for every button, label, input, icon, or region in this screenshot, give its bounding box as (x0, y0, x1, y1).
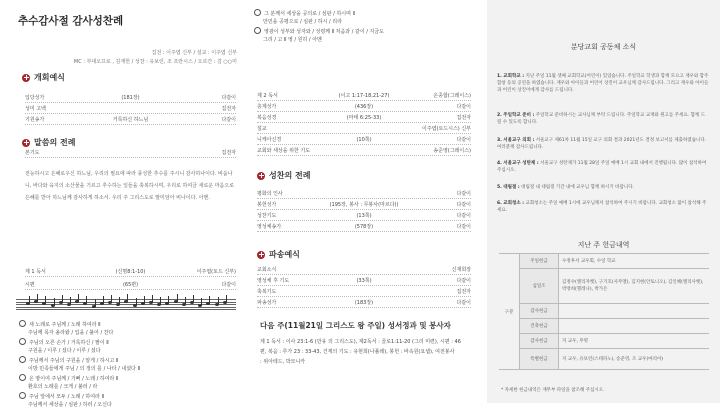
order-row-collect: 본기도 집전자 (25, 150, 236, 156)
next-week-readings: 편, 복음 : 루가 23 : 33-43, 건재의 기도 : 유현희(나폴레), 봉헌 : 바속원(요셉), 여전봉사 (260, 349, 455, 355)
circle-marker-icon (19, 374, 26, 381)
cross-icon (22, 74, 30, 82)
order-row: 봉헌성가 (195장, 봉사 : 무봉사(마르다)) 다같이 (257, 202, 471, 208)
order-row: 층계성가 (436장) 다같이 (257, 104, 471, 110)
next-week-title: 다음 주(11월21일 그리스도 왕 주일) 성서정과 및 봉사자 (260, 321, 451, 330)
offering-donors (559, 319, 710, 334)
offering-kind: 감사헌금 (520, 304, 559, 319)
order-row: 입당성가 (181장) 다같이 (25, 95, 236, 101)
circle-marker-icon (254, 9, 261, 16)
order-row: 제 2 독서 (이고 1:17-18,21-27) 온종합(그레이스) (257, 93, 471, 99)
offering-donors: 지 교우, 무명 (559, 334, 710, 349)
psalm-verse: 온 땅이여 주님께 / 기뻐 / 노래 / 하여라 Ⅱ (19, 374, 118, 384)
order-row: 영성체 후 기도 (33쪽) 다같이 (257, 278, 471, 284)
news-item: 4. 서울교구 성탄제 : 서울교구 성탄제가 11월 28일 주일 예배 1시 교회 내에서 진행됩니다. 많이 참석하여 주십시오. (497, 161, 707, 173)
offering-donors: 지 교우, 유보런(스테파노), 송준영, 조 교우(마리아) (559, 349, 710, 370)
section-word: 말씀의 전례 (22, 137, 75, 148)
officiants-line: 집전 : 이주엽 신부 / 설교 : 이주엽 신부 (151, 50, 237, 56)
circle-marker-icon (19, 392, 26, 399)
order-row: 영성체송가 (578장) 다같이 (257, 224, 471, 230)
order-row: 교회소식 신재희장 (257, 267, 471, 273)
psalm-verse: 새 노래로 주님께 / 노래 하여라 Ⅱ (19, 320, 101, 330)
psalm-verse: 그리 / 고 Ⅱ 영 / 원히 / 아멘 (263, 37, 322, 43)
offering-donors (559, 304, 710, 319)
psalm-verse: 주님 앞에서 모두 / 노래 / 하여라 Ⅱ (19, 392, 104, 402)
order-row: 니케아신경 (10쪽) 다같이 (257, 137, 471, 143)
page-title: 추수감사절 감사성찬례 (18, 15, 124, 27)
news-title: 분당교회 공동체 소식 (570, 43, 637, 51)
circle-marker-icon (19, 356, 26, 363)
offering-donors: 김정수(엘리자벳), 구기호(사무엘), 김지현(안토니오), 김인혜(엘리사벳), 박영희(헬레나), 박가온 (559, 269, 710, 304)
circle-marker-icon (19, 320, 26, 327)
order-row: 성미 고백 집전자 (25, 106, 236, 112)
offering-footnote: * 자세한 헌금내역은 재무부 파일을 참조해 주십시오. (501, 388, 605, 393)
psalm-verse: 주님의 오른 손가 / 거룩하신 / 팔이 Ⅱ (19, 338, 109, 348)
ministers-line: MC : 부대오프로 , 김재헌 / 성찬 : 유보런, 조 프란시스 / 오르간 : 김 ○○미 (73, 59, 237, 65)
news-item: 3. 서울교구 의회 : 서울교구 제61차 11월 15일 교구 의회 결과 2021년도 결정 보고서를 제출하였습니다. 여러분께 감사드립니다. (497, 138, 707, 150)
order-row: 축복기도 집전자 (257, 289, 471, 295)
cross-icon (257, 251, 265, 259)
order-row: 복음성경 (마태 6:25-33) 집전자 (257, 115, 471, 121)
offering-kind: 특별헌금 (520, 349, 559, 370)
circle-marker-icon (19, 338, 26, 345)
offering-kind: 십일조 (520, 269, 559, 304)
offering-donors: 수정후서 교우회, 수일 학교 (559, 254, 710, 269)
psalm-verse: 주님께서 세상을 / 심판 / 하러 / 오신다 (28, 402, 112, 408)
psalm-verse: 주님께 목자 올라왔 / 입을 / 불어 / 찬다 (28, 330, 114, 336)
circle-marker-icon (254, 27, 261, 34)
psalm-chant-score (16, 297, 236, 311)
section-eucharist: 성찬의 전례 (257, 170, 310, 181)
order-row: 평화의 인사 다같이 (257, 191, 471, 197)
offering-table (499, 253, 709, 370)
offering-kind: 건축헌금 (520, 319, 559, 334)
offering-title: 지난 주 헌금내역 (577, 241, 630, 249)
order-row: 기원송가 거룩하신 하느님 다같이 (25, 117, 236, 123)
next-week-readings: 제 1 독서 : 이사 23:1-6 (만유 의 그리스도), 제2독서 : 골로1:11-20 (그리 미련), 시편 : 46 (260, 339, 461, 345)
collect-prayer: 전능하시고 은혜로우신 하느님, 우리의 필요에 따라 풍성한 추수를 주시니 감사하나이다. 비옵나니, 바다와 육지의 소산물을 기르고 추수하는 일들을 축복하시며, 우리로 하여금 새로운 마음으로 은혜를 받아 하느님께 감사하게 하소서. 우리 주 그리스도로 말미암아 비나이다. 아멘. (25, 171, 235, 201)
community-news-column (487, 0, 720, 403)
order-row: 시편 (65편) 다같이 (25, 282, 236, 288)
psalm-verse: 그 분께서 세상을 공의로 / 심판 / 하시며 Ⅱ (254, 9, 355, 19)
section-opening: 개회예식 (22, 72, 65, 83)
order-row: 성찬기도 (13쪽) 다같이 (257, 213, 471, 219)
offering-row (499, 319, 709, 334)
offering-kind: 감사헌금 (520, 334, 559, 349)
news-item: 6. 교회청소 : 교회청소는 주일 예배 1시에 교우님께서 참석하여 주시기 바랍니다. 교회청소 많이 참석해 주세요. (497, 201, 707, 213)
cross-icon (257, 172, 265, 180)
offering-group-label: 구분 (499, 254, 520, 370)
news-item: 2. 주일학교 준비 : 주일학교 준비하시는 교사님께 부탁 드립니다. 주일학교 교재와 원고를 주세요. 함께 드릴 수 있도록 합니다. (497, 113, 706, 125)
offering-row (499, 269, 709, 304)
order-row: 제 1 독서 (신명8:1-10) 이주엽(토드 신부) (25, 269, 236, 275)
order-row: 교회와 세상을 위한 기도 송준영(그레이스) (257, 148, 471, 154)
psalm-verse: 환호의 노래를 / 크게 / 불러 / 라 (28, 384, 98, 390)
section-dismissal: 파송예식 (257, 249, 300, 260)
offering-row (499, 304, 709, 319)
offering-kind: 주일헌금 (520, 254, 559, 269)
psalm-verse: 구원을 / 이루 / 셨다 / 이루 / 셨다 (28, 348, 101, 354)
offering-row (499, 254, 709, 269)
psalm-verse: 이방 민족들에게 주님 / 의 정의 를 / 나타 / 내셨다 Ⅱ (28, 366, 140, 372)
offering-row (499, 349, 709, 370)
psalm-verse: 만민을 공평으로 / 심판 / 하시 / 리라 (263, 19, 342, 25)
psalm-verse: 주님께서 주님의 구원을 / 알게 / 하시고 Ⅱ (19, 356, 118, 366)
order-row: 파송성가 (183장) 다같이 (257, 300, 471, 306)
offering-row (499, 334, 709, 349)
cross-icon (22, 139, 30, 147)
next-week-readings: : 위아테드, 박모니카 (260, 359, 306, 365)
order-row: 설교 이주엽(토드시스) 신부 (257, 126, 471, 132)
psalm-verse: 영광이 성부와 성자와 / 성령께 Ⅱ 처음과 / 같이 / 지금도 (254, 27, 384, 37)
news-item: 5. 대림절 : 대림절 내 대림절 기간 내에 교우님 함께 하시기 바랍니다. (497, 185, 634, 190)
news-item: 1. 교회학교 : 지난 주일 11월 셋째 교회학교(어린이) 있었습니다. 주일학교 학생과 함께 모으고 재우와 합주 합창 등의 공연을 하였습니다. 재우와 아이들과 어린이 상진이 교우님께 감사드립니다. 그리고 재우와 아이들과 어린이 상진이에게 감사를 드립니다. (497, 74, 709, 93)
